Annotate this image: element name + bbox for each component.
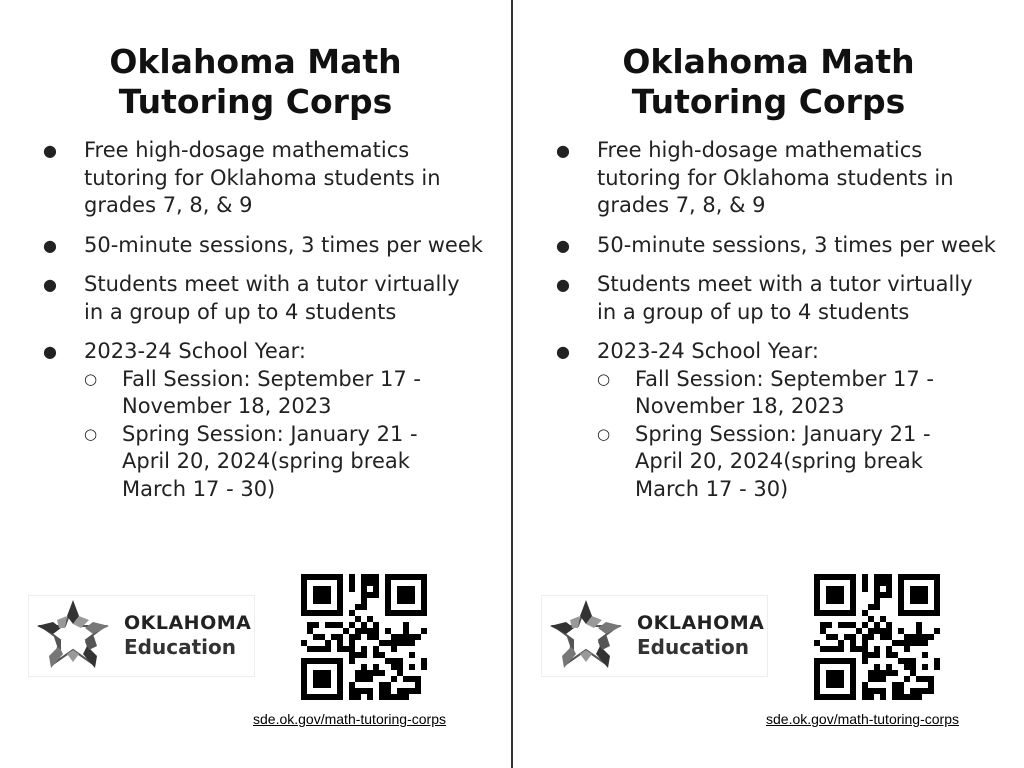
flyer-left: [0, 0, 511, 768]
title-line-2: Tutoring Corps: [118, 82, 393, 121]
info-list: [513, 137, 997, 515]
session-list: [84, 366, 484, 504]
bullet-icon: ●: [43, 141, 57, 160]
sub-bullet-icon: ○: [597, 424, 611, 443]
bullet-icon: ●: [43, 235, 57, 255]
flyer-title: [513, 42, 1024, 122]
sub-bullet-icon: ○: [84, 369, 98, 388]
list-item: ● 50-minute sessions, 3 times per week: [0, 232, 484, 260]
website-link[interactable]: sde.ok.gov/math-tutoring-corps: [253, 711, 446, 727]
session-item: ○ Spring Session: January 21 - April 20, 2024(spring break March 17 - 30): [597, 421, 931, 501]
oklahoma-star-logo-icon: [544, 598, 628, 674]
bullet-icon: ●: [556, 342, 570, 361]
oklahoma-education-logo: [541, 595, 768, 677]
list-item: ● Students meet with a tutor virtually in a group of up to 4 students: [556, 272, 973, 324]
oklahoma-star-logo-icon: [31, 598, 115, 674]
list-item: ● Free high-dosage mathematics tutoring for Oklahoma students in grades 7, 8, & 9: [556, 138, 954, 217]
session-item: ○ Spring Session: January 21 - April 20, 2024(spring break March 17 - 30): [84, 421, 418, 501]
title-line-2: Tutoring Corps: [631, 82, 906, 121]
bullet-icon: ●: [43, 342, 57, 361]
logo-oklahoma-text: OKLAHOMA: [124, 612, 252, 634]
bullet-icon: ●: [556, 235, 570, 255]
list-item: ● Free high-dosage mathematics tutoring for Oklahoma students in grades 7, 8, & 9: [43, 138, 441, 217]
logo-education-text: Education: [124, 635, 236, 659]
logo-education-text: Education: [637, 635, 749, 659]
bullet-icon: ●: [43, 275, 57, 294]
website-link[interactable]: sde.ok.gov/math-tutoring-corps: [766, 711, 959, 727]
sub-bullet-icon: ○: [84, 424, 98, 443]
bullet-icon: ●: [556, 141, 570, 160]
title-line-1: Oklahoma Math: [109, 42, 402, 81]
list-item: ● 50-minute sessions, 3 times per week: [513, 232, 997, 260]
session-list: [597, 366, 997, 504]
qr-code-icon[interactable]: [301, 574, 427, 700]
qr-code-icon[interactable]: [814, 574, 940, 700]
info-list: [0, 137, 484, 515]
session-item: ○ Fall Session: September 17 - November 18, 2023: [597, 366, 934, 418]
sub-bullet-icon: ○: [597, 369, 611, 388]
bullet-icon: ●: [556, 275, 570, 294]
flyer-title: [0, 42, 511, 122]
logo-oklahoma-text: OKLAHOMA: [637, 612, 765, 634]
title-line-1: Oklahoma Math: [622, 42, 915, 81]
session-item: ○ Fall Session: September 17 - November 18, 2023: [84, 366, 421, 418]
list-item: ● 2023-24 School Year: ○ Fall Session: September 17 - November 18, 2023 ○ Spring Session: January 21 - April 20, 2024(spring break March 17 - 30): [513, 338, 997, 503]
list-item: ● 2023-24 School Year: ○ Fall Session: September 17 - November 18, 2023 ○ Spring Session: January 21 - April 20, 2024(spring break March 17 - 30): [0, 338, 484, 503]
list-item: ● Students meet with a tutor virtually in a group of up to 4 students: [43, 272, 460, 324]
flyer-right: [513, 0, 1024, 768]
oklahoma-education-logo: [28, 595, 255, 677]
